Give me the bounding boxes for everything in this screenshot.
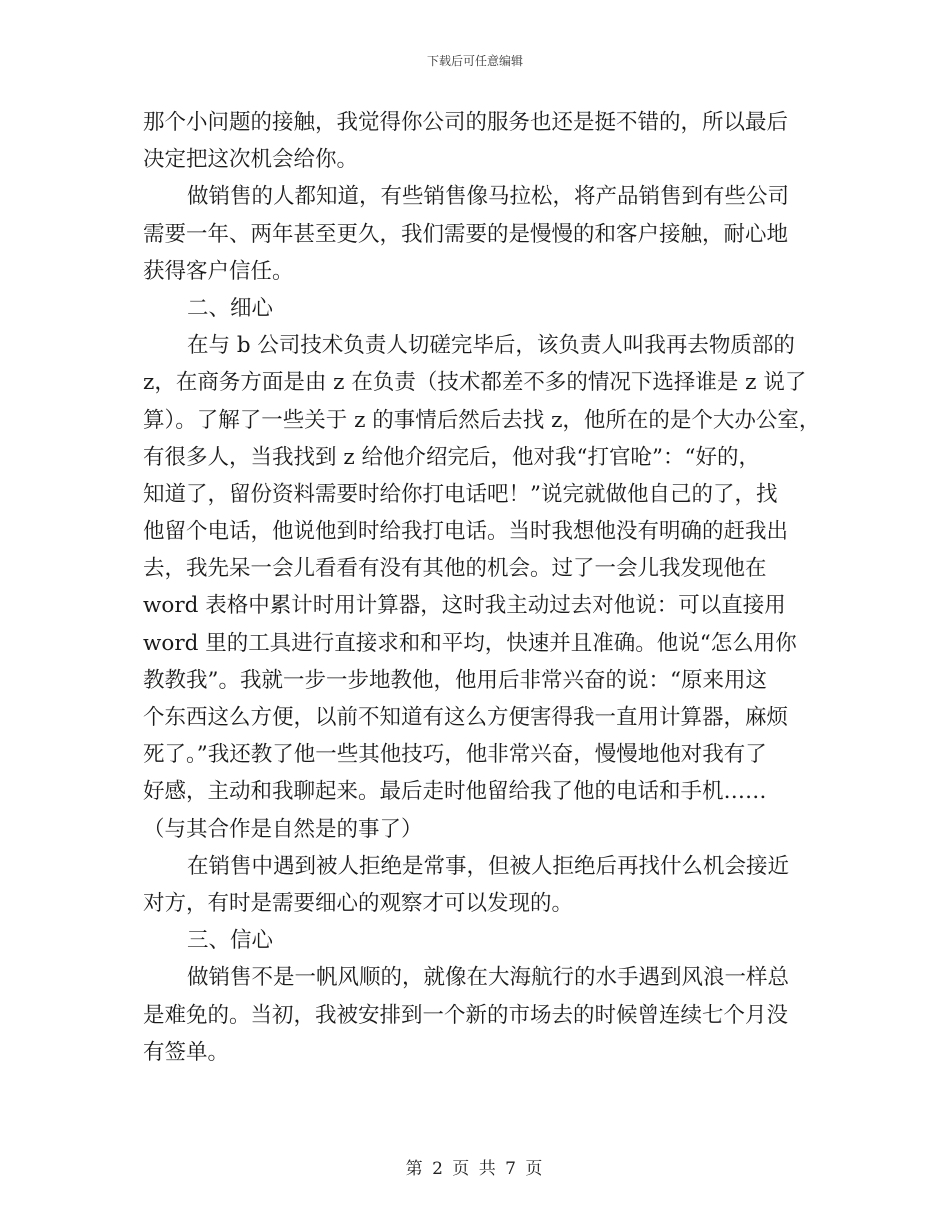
text-line: 知道了，留份资料需要时给你打电话吧！”说完就做他自己的了，找 [143, 481, 778, 507]
text-line: 个东西这么方便，以前不知道有这么方便害得我一直用计算器，麻烦 [143, 705, 789, 730]
text-line: 去，我先呆一会儿看看有没有其他的机会。过了一会儿我发现他在 [143, 556, 767, 582]
page-footer: 第 2 页 共 7 页 [405, 1159, 545, 1179]
text-line: 二、细心 [187, 295, 274, 321]
text-line: z，在商务方面是由 z 在负责（技术都差不多的情况下选择谁是 z 说了 [143, 370, 807, 396]
text-line: 好感，主动和我聊起来。最后走时他留给我了他的电话和手机…… [143, 779, 767, 805]
text-line: 有很多人，当我找到 z 给他介绍完后，他对我“打官呛”：“好的， [143, 444, 760, 470]
text-line: 需要一年、两年甚至更久，我们需要的是慢慢的和客户接触，耐心地 [143, 221, 789, 247]
text-line: 做销售不是一帆风顺的，就像在大海航行的水手遇到风浪一样总 [187, 965, 790, 991]
text-line: 三、信心 [187, 928, 274, 954]
text-line: 教教我”。我就一步一步地教他，他用后非常兴奋的说：“原来用这 [143, 667, 767, 693]
text-line: 在与 b 公司技术负责人切磋完毕后，该负责人叫我再去物质部的 [187, 333, 795, 359]
text-line: 有签单。 [143, 1039, 230, 1065]
page-header: 下载后可任意编辑 [426, 54, 523, 68]
text-line: 死了。”我还教了他一些其他技巧，他非常兴奋，慢慢地他对我有了 [143, 742, 767, 768]
text-line: word 表格中累计时用计算器，这时我主动过去对他说：可以直接用 [143, 593, 786, 619]
text-line: 是难免的。当初，我被安排到一个新的市场去的时候曾连续七个月没 [143, 1002, 789, 1028]
text-line: 获得客户信任。 [143, 258, 294, 284]
text-line: （与其合作是自然是的事了） [143, 816, 423, 842]
text-line: 在销售中遇到被人拒绝是常事，但被人拒绝后再找什么机会接近 [187, 853, 790, 879]
text-line: 他留个电话，他说他到时给我打电话。当时我想他没有明确的赶我出 [143, 519, 789, 545]
text-line: 决定把这次机会给你。 [143, 147, 359, 173]
text-line: 算）。了解了一些关于 z 的事情后然后去找 z，他所在的是个大办公室， [143, 407, 821, 433]
text-line: word 里的工具进行直接求和和平均，快速并且准确。他说“怎么用你 [143, 630, 797, 656]
text-line: 做销售的人都知道，有些销售像马拉松，将产品销售到有些公司 [187, 184, 790, 210]
document-body [143, 104, 823, 1071]
text-line: 对方，有时是需要细心的观察才可以发现的。 [143, 890, 574, 916]
text-line: 那个小问题的接触，我觉得你公司的服务也还是挺不错的，所以最后 [143, 110, 789, 135]
